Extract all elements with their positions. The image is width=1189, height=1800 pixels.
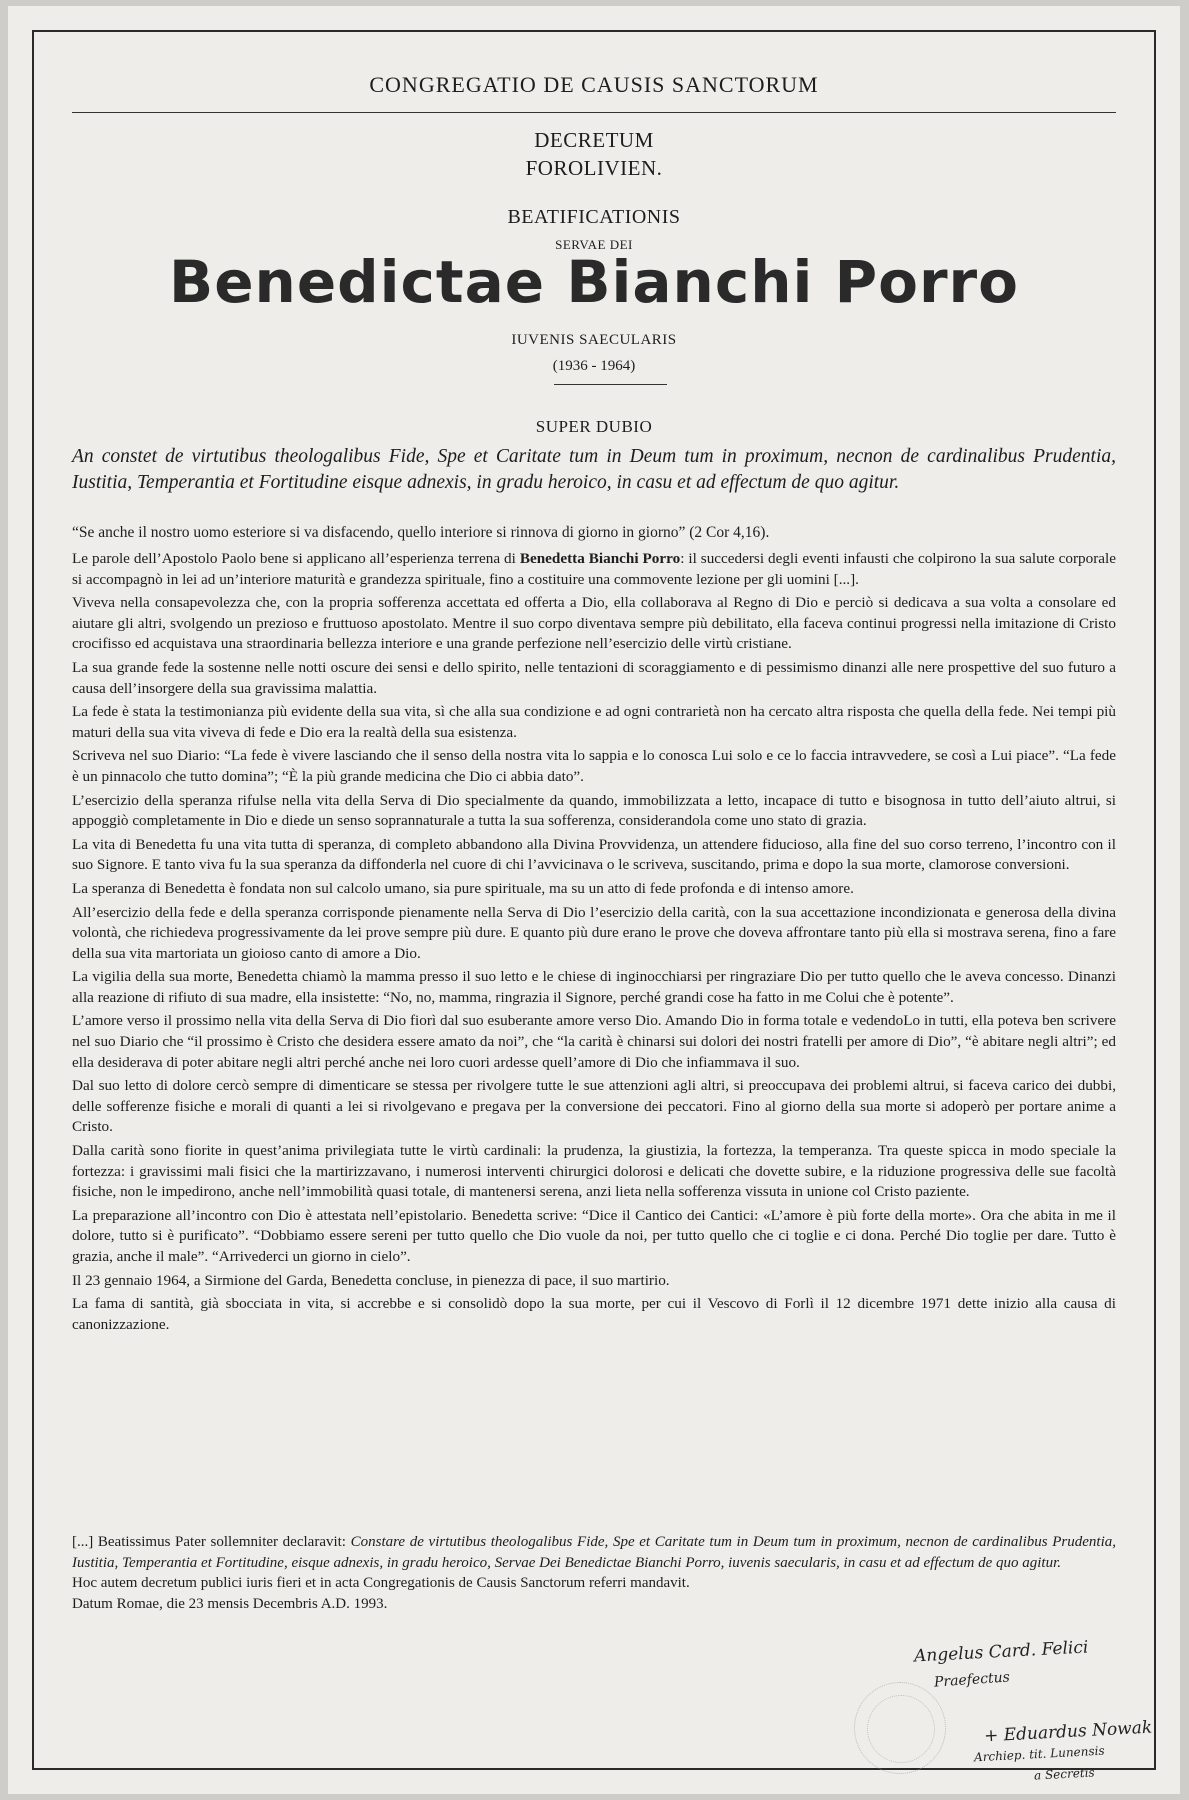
secretary-signature: + Eduardus Nowak bbox=[983, 1717, 1153, 1747]
header-divider bbox=[72, 112, 1116, 113]
paragraph: La fama di santità, già sbocciata in vita, si accrebbe e si consolidò dopo la sua morte, per cui il Vescovo di Forlì il 12 dicembre 1971 dette inizio alla causa di canonizzazione. bbox=[72, 1295, 1116, 1333]
paragraph: All’esercizio della fede e della speranza corrisponde pienamente nella Serva di Dio l’esercizio della carità, con la sua accettazione incondizionata e generosa della divina volontà, che richiedeva progressivamente da lei prove sempre più dure. E quanto più dure erano le prove che doveva affrontare tanto più ella si mostrava serena, fino a fare della sua vita martoriata un gioioso canto di amore a Dio. bbox=[72, 903, 1116, 962]
date-line: Datum Romae, die 23 mensis Decembris A.D. 1993. bbox=[72, 1595, 388, 1612]
dubium-text: An constet de virtutibus theologalibus Fide, Spe et Caritate tum in Deum tum in proximum, necnon de cardinalibus Prudentia, Iustitia, Temperantia et Fortitudine eisque adnexis, in gradu heroico, in casu et ad effectum de quo agitur. bbox=[72, 446, 1116, 493]
servant-name-inline: Benedetta Bianchi Porro bbox=[519, 550, 681, 567]
decree-sheet bbox=[8, 6, 1180, 1794]
paragraph: La sua grande fede la sostenne nelle notti oscure dei sensi e dello spirito, nelle tentazioni di scoraggiamento e di pessimismo dinanzi alle nere prospettive del suo futuro a causa dell’insorgere della sua gravissima malattia. bbox=[72, 658, 1116, 697]
declaration-text: Constare de virtutibus theologalibus Fide, Spe et Caritate tum in Deum tum in proximum, necnon de cardinalibus Prudentia, Iustitia, Temperantia et Fortitudine, eisque adnexis, in gradu heroico, Servae Dei Benedictae Bianchi Porro, iuvenis saecularis, in casu et ad effectum de quo agitur. bbox=[72, 1534, 1116, 1571]
paragraph: La speranza di Benedetta è fondata non sul calcolo umano, sia pure spirituale, ma su un atto di fede profonda e di intenso amore. bbox=[72, 879, 854, 897]
status-label: IUVENIS SAECULARIS bbox=[511, 332, 677, 348]
decree-conclusion bbox=[72, 1532, 1116, 1614]
super-dubio-heading: SUPER DUBIO bbox=[535, 417, 653, 436]
declaration-intro: [...] Beatissimus Pater sollemniter declaravit: bbox=[72, 1534, 351, 1550]
paragraph: La vigilia della sua morte, Benedetta chiamò la mamma presso il suo letto e le chiese di inginocchiarsi per ringraziare Dio per tutto quello che le aveva concesso. Dinanzi alla reazione di rifiuto di sua madre, ella insistette: “No, no, mamma, ringrazia il Signore, perché grandi cose ha fatto in me Colui che è potente”. bbox=[72, 968, 1116, 1006]
signature-block bbox=[834, 1637, 1174, 1792]
paragraph: La fede è stata la testimonianza più evidente della sua vita, sì che alla sua condizione e ad ogni contrarietà non ha cercato altra risposta che quella della fede. Nei tempi più maturi della sua vita viveva di fede e Dio era la realtà della sua esistenza. bbox=[72, 703, 1116, 741]
paragraph: Scriveva nel suo Diario: “La fede è vivere lasciando che il senso della nostra vita lo sappia e lo conosca Lui solo e ce lo faccia intravvedere, se così a Lui piace”. “La fede è un pinnacolo che tutto domina”; “È la più grande medicina che Dio ci abbia dato”. bbox=[72, 747, 1116, 785]
seal-stamp bbox=[854, 1682, 946, 1774]
paragraph: Dalla carità sono fiorite in quest’anima privilegiata tutte le virtù cardinali: la prudenza, la giustizia, la fortezza, la temperanza. Tra queste spicca in modo speciale la fortezza: i gravissimi mali fisici che la martirizzavano, i numerosi interventi chirurgici dolorosi e delicati che dovette subire, e la riduzione progressiva delle sue facoltà fisiche, non le impedirono, anche nell’immobilità quasi totale, di mantenersi serena, anzi lieta nella sofferenza vissuta in unione col Cristo paziente. bbox=[72, 1142, 1116, 1201]
paragraph: La preparazione all’incontro con Dio è attestata nell’epistolario. Benedetta scrive: “Dice il Cantico dei Cantici: «L’amore è più forte della morte». Ora che abita in me il dolore, tutto si è purificato”. “Dobbiamo essere sereni per tutto quello che Dio vuole da noi, per tutto quello che ci toglie e ci dona. Perché Dio toglie per dare. Tutto è grazia, anche il male”. “Arrivederci un giorno in cielo”. bbox=[72, 1206, 1116, 1265]
servae-dei-label: SERVAE DEI bbox=[555, 237, 633, 252]
paragraph: Il 23 gennaio 1964, a Sirmione del Garda, Benedetta concluse, in pienezza di pace, il suo martirio. bbox=[72, 1271, 670, 1289]
paragraph: L’esercizio della speranza rifulse nella vita della Serva di Dio specialmente da quando, immobilizzata a letto, incapace di tutto e bisognosa in tutto dell’aiuto altrui, si appoggiò completamente in Dio e diede un senso soprannaturale a tutta la sua sofferenza, considerandola come uno stato di grazia. bbox=[72, 791, 1116, 830]
paragraph: Dal suo letto di dolore cercò sempre di dimenticare se stessa per rivolgere tutte le sue attenzioni agli altri, si preoccupava dei problemi altrui, si faceva carico dei dubbi, delle sofferenze fisiche e morali di quanti a lei si rivolgevano e pregava per la conversione dei peccatori. Fino al giorno della sua morte si adoperò per portare anime a Cristo. bbox=[72, 1077, 1116, 1136]
congregation-title: CONGREGATIO DE CAUSIS SANCTORUM bbox=[369, 72, 819, 97]
paragraph bbox=[72, 549, 1116, 590]
secretary-title: Archiep. tit. Lunensis bbox=[973, 1743, 1105, 1765]
diocese-heading: FOROLIVIEN. bbox=[525, 156, 663, 180]
paragraph: Viveva nella consapevolezza che, con la propria sofferenza accettata ed offerta a Dio, ella collaborava al Regno di Dio e perciò si dedicava a sua volta a consolare ed aiutare gli altri, svolgendo un prezioso e fruttuoso apostolato. Mentre il suo corpo diventava sempre più debilitato, ella faceva continui progressi nella imitazione di Cristo crocifisso ed acquistava una straordinaria bellezza interiore e una grande perfezione nell’esercizio delle virtù cristiane. bbox=[72, 594, 1116, 653]
secretary-role: a Secretis bbox=[1033, 1765, 1095, 1783]
paragraph: La vita di Benedetta fu una vita tutta di speranza, di completo abbandono alla Divina Provvidenza, un attendere fiducioso, alla fine del suo corso terreno, l’incontro con il suo Signore. E tanto viva fu la sua speranza da diffonderla nel cuore di chi l’avvicinava o le scriveva, suscitando, prima e dopo la sua morte, clamorose conversioni. bbox=[72, 835, 1116, 874]
beatification-heading: BEATIFICATIONIS bbox=[507, 206, 681, 228]
paragraph: L’amore verso il prossimo nella vita della Serva di Dio fiorì dal suo esuberante amore verso Dio. Amando Dio in forma totale e vedendoLo in tutti, ella poteva ben scrivere nel suo Diario che “il prossimo è Cristo che desidera essere amato da noi”, che “la carità è chinarsi sui dolori dei nostri fratelli per amore di Dio”, “è abitare negli altri”; ed ella desiderava di poter abitare negli altri perché anche nei loro cuori ardesse quell’amore di Dio che infiammava il suo. bbox=[72, 1012, 1116, 1071]
prefect-title: Praefectus bbox=[933, 1669, 1011, 1691]
decree-body bbox=[72, 549, 1116, 1338]
prefect-signature: Angelus Card. Felici bbox=[913, 1637, 1089, 1667]
decretum-heading: DECRETUM bbox=[534, 128, 654, 152]
years-divider bbox=[554, 384, 667, 385]
paragraph-text: : il succedersi degli eventi infausti che colpirono la sua salute corporale si accompagnò in lei ad un’interiore maturità e grandezza spirituale, fino a costituire una commovente lezione per gli uomini [...]. bbox=[72, 550, 1116, 588]
document-frame bbox=[32, 30, 1156, 1783]
mandate: Hoc autem decretum publici iuris fieri et in acta Congregationis de Causis Sanctorum referri mandavit. bbox=[72, 1575, 690, 1591]
seal-inner-ring bbox=[867, 1695, 935, 1763]
scripture-quote: “Se anche il nostro uomo esteriore si va disfacendo, quello interiore si rinnova di giorno in giorno” (2 Cor 4,16). bbox=[72, 524, 770, 541]
paragraph-text: Le parole dell’Apostolo Paolo bene si applicano all’esperienza terrena di bbox=[72, 550, 520, 567]
servant-name: Benedictae Bianchi Porro bbox=[168, 248, 1020, 316]
declaration bbox=[72, 1532, 1116, 1573]
life-years: (1936 - 1964) bbox=[552, 358, 636, 374]
